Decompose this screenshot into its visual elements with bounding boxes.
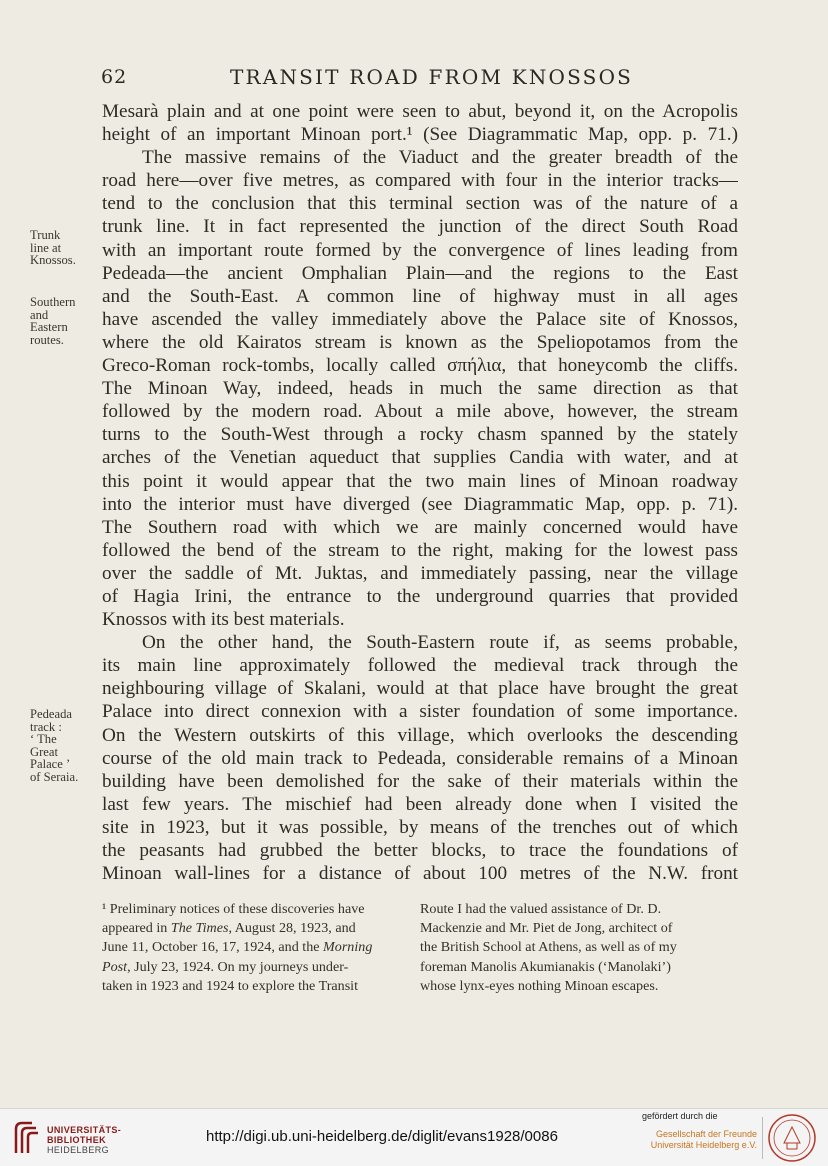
sidenote-line: of Seraia. (30, 769, 79, 784)
sidenote-line: Southern (30, 295, 76, 309)
sidenote-southern-eastern (30, 296, 100, 346)
body-line: of Hagia Irini, the entrance to the underground quarries that provided (102, 585, 738, 607)
footnote-line: the British School at Athens, as well as of my (420, 939, 677, 956)
body-line: this point it would appear that the two main lines of Minoan roadway (102, 470, 738, 492)
body-line: trunk line. It in fact represented the junction of the direct South Road (102, 216, 738, 238)
italic-title: Post (102, 958, 128, 975)
body-line: turns to the South-West through a rocky chasm spanned by the stately (102, 424, 738, 446)
footnote-line: appeared in The Times, August 28, 1923, and (102, 920, 356, 937)
university-library-name: UNIVERSITÄTS- BIBLIOTHEK HEIDELBERG (47, 1125, 122, 1155)
sidenote-line: routes. (30, 332, 64, 347)
body-line: into the interior must have diverged (see Diagrammatic Map, opp. p. 71). (102, 493, 738, 515)
sidenote-line: Pedeada (30, 707, 72, 721)
body-line: Pedeada—the ancient Omphalian Plain—and the regions to the East (102, 262, 738, 284)
body-line: neighbouring village of Skalani, would at that place have brought the great (102, 678, 738, 700)
body-line: have ascended the valley immediately above the Palace site of Knossos, (102, 308, 738, 330)
body-line: followed the bend of the stream to the right, making for the lowest pass (102, 539, 738, 561)
page-number: 62 (101, 66, 128, 88)
sidenote-line: line at (30, 240, 62, 255)
body-line: road here—over five metres, as compared with four in the interior tracks— (102, 170, 738, 192)
body-line: The Southern road with which we are mainly concerned would have (102, 516, 738, 538)
footnote-line: Mackenzie and Mr. Piet de Jong, architect of (420, 920, 673, 937)
library-footer (0, 1108, 828, 1166)
italic-title: Morning (323, 939, 373, 956)
sidenote-line: track : (30, 719, 62, 734)
sidenote-trunk-line (30, 229, 100, 267)
sidenote-line: Knossos. (30, 253, 76, 267)
body-line: On the Western outskirts of this village, which overlooks the descending (102, 724, 738, 746)
body-line: course of the old main track to Pedeada, considerable remains of a Minoan (102, 747, 738, 769)
body-line: The Minoan Way, indeed, heads in much the same direction as that (102, 378, 738, 400)
body-line: On the other hand, the South-Eastern route if, as seems probable, (142, 632, 738, 654)
body-text (102, 100, 738, 885)
body-line: Minoan wall-lines for a distance of about 100 metres of the N.W. front (102, 863, 738, 885)
funder-intro: gefördert durch die (642, 1111, 718, 1121)
footnote-right-column (420, 900, 738, 996)
university-library-logo-icon[interactable] (10, 1119, 42, 1157)
sidenote-line: Eastern (30, 320, 68, 334)
body-line: site in 1923, but it was possible, by means of the trenches out of which (102, 816, 738, 838)
body-line: followed by the modern road. About a mile above, however, the stream (102, 401, 738, 423)
body-line: Mesarà plain and at one point were seen to abut, beyond it, on the Acropolis (102, 101, 738, 122)
footnote-line: Route I had the valued assistance of Dr. D. (420, 901, 662, 917)
footnote-left-column (102, 900, 404, 996)
body-line: with an important route formed by the convergence of lines leading from (102, 239, 738, 261)
sidenote-line: Trunk (30, 228, 61, 242)
body-line: Greco-Roman rock-tombs, locally called σπήλια, that honeycomb the cliffs. (102, 355, 738, 377)
sidenote-line: ‘ The (30, 732, 57, 746)
page-header (0, 66, 828, 96)
body-line: height of an important Minoan port.¹ (See Diagrammatic Map, opp. p. 71.) (102, 124, 738, 146)
body-line: tend to the conclusion that this terminal section was of the nature of a (102, 193, 738, 215)
body-line: Palace into direct connexion with a sister foundation of some importance. (102, 701, 738, 723)
footnote-line: whose lynx-eyes nothing Minoan escapes. (420, 977, 659, 994)
university-seal-icon (766, 1113, 818, 1163)
sidenote-line: Palace ’ (30, 757, 71, 771)
body-line: over the saddle of Mt. Juktas, and immediately passing, near the village (102, 562, 738, 584)
body-line: the peasants had grubbed the better blocks, to trace the foundations of (102, 840, 738, 861)
body-line: building have been demolished for the sake of their materials within the (102, 770, 738, 792)
body-line: its main line approximately followed the medieval track through the (102, 655, 738, 677)
permalink-url[interactable]: http://digi.ub.uni-heidelberg.de/diglit/evans1928/0086 (206, 1128, 558, 1145)
sidenote-pedeada-track (30, 708, 100, 783)
italic-title: The Times (170, 920, 229, 937)
body-line: last few years. The mischief had been already done when I visited the (102, 793, 738, 815)
body-line: where the old Kairatos stream is known as the Speliopotamos from the (102, 331, 738, 353)
sidenote-line: and (30, 307, 49, 322)
body-line: Knossos with its best materials. (102, 609, 345, 631)
body-line: arches of the Venetian aqueduct that supplies Candia with water, and at (102, 447, 738, 469)
footnote-line: June 11, October 16, 17, 1924, and the Morning (102, 939, 373, 956)
body-line: The massive remains of the Viaduct and the greater breadth of the (142, 147, 738, 169)
running-title: TRANSIT ROAD FROM KNOSSOS (230, 65, 634, 89)
funder-name[interactable]: Gesellschaft der Freunde Universität Heidelberg e.V. (650, 1129, 757, 1150)
footnote-line: Post, July 23, 1924. On my journeys under- (102, 958, 349, 975)
footnote-line: foreman Manolis Akumianakis (‘Manolaki’) (420, 958, 671, 975)
footer-divider (762, 1117, 763, 1159)
footnote-line: ¹ Preliminary notices of these discoveries have (102, 901, 365, 917)
sidenote-line: Great (30, 744, 58, 759)
body-line: and the South-East. A common line of highway must in all ages (102, 285, 738, 307)
footnote-line: taken in 1923 and 1924 to explore the Transit (102, 977, 359, 994)
